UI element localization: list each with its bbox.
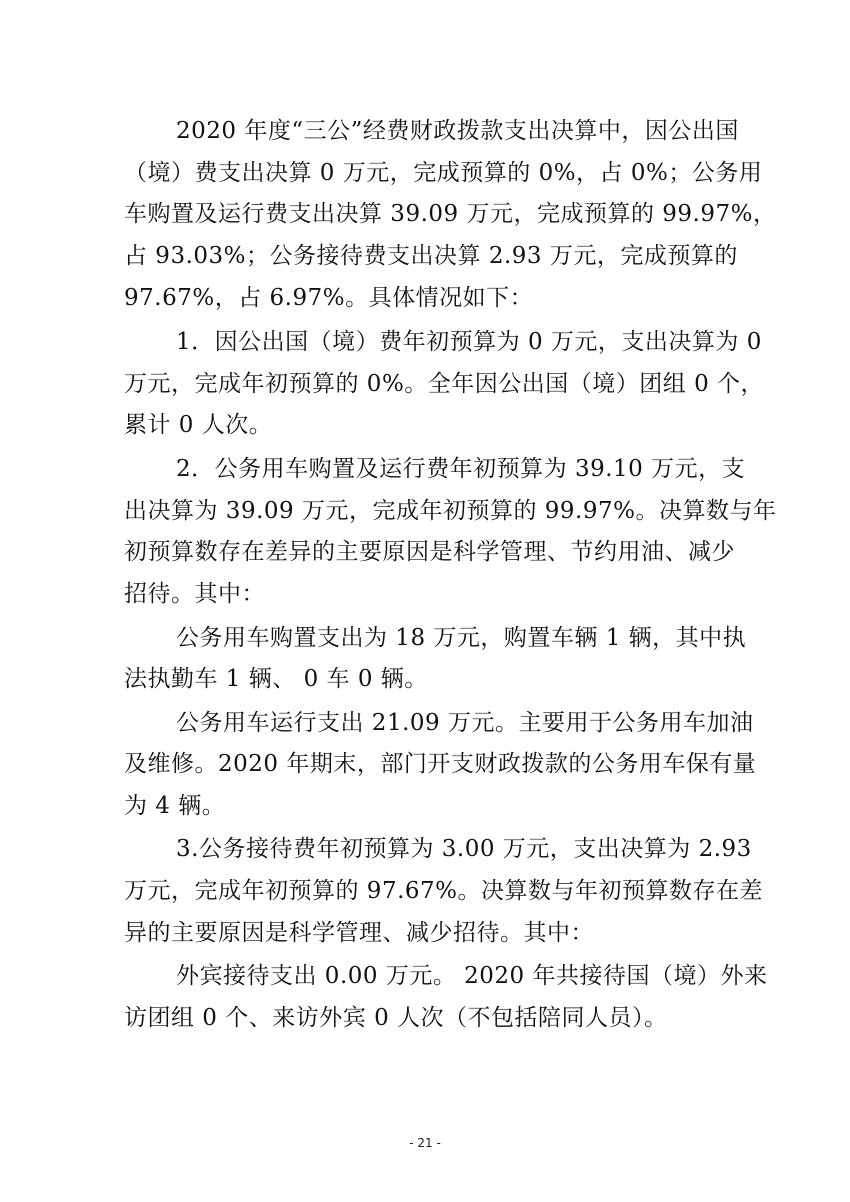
text-line: 法执勤车 1 辆、 0 车 0 辆。: [124, 666, 428, 692]
text-line: 招待。其中：: [124, 581, 265, 607]
page-number: - 21 -: [409, 1136, 441, 1150]
text-line: 外宾接待支出 0.00 万元。 2020 年共接待国（境）外来: [176, 963, 768, 989]
text-line: 出决算为 39.09 万元，完成年初预算的 99.97%。决算数与年: [124, 498, 777, 524]
text-line: 2020 年度“三公”经费财政拨款支出决算中，因公出国: [176, 118, 739, 144]
text-line: 占 93.03%；公务接待费支出决算 2.93 万元，完成预算的: [124, 243, 738, 269]
text-line: 及维修。2020 年期末，部门开支财政拨款的公务用车保有量: [124, 751, 757, 777]
text-line: 公务用车购置支出为 18 万元，购置车辆 1 辆，其中执: [176, 625, 747, 651]
text-line: 2．公务用车购置及运行费年初预算为 39.10 万元，支: [176, 456, 746, 482]
text-line: 访团组 0 个、来访外宾 0 人次（不包括陪同人员）。: [124, 1005, 668, 1031]
text-line: 万元，完成年初预算的 0%。全年因公出国（境）团组 0 个，: [124, 371, 765, 397]
text-line: 为 4 辆。: [124, 793, 226, 819]
text-line: 97.67%，占 6.97%。具体情况如下：: [124, 285, 534, 311]
text-line: （境）费支出决算 0 万元，完成预算的 0%，占 0%；公务用: [124, 160, 763, 186]
text-line: 初预算数存在差异的主要原因是科学管理、节约用油、减少: [124, 539, 735, 565]
text-line: 万元，完成年初预算的 97.67%。决算数与年初预算数存在差: [124, 878, 764, 904]
text-line: 异的主要原因是科学管理、减少招待。其中：: [124, 920, 594, 946]
text-line: 累计 0 人次。: [124, 412, 273, 438]
text-line: 3.公务接待费年初预算为 3.00 万元，支出决算为 2.93: [176, 836, 752, 862]
text-line: 1．因公出国（境）费年初预算为 0 万元，支出决算为 0: [176, 329, 762, 355]
text-line: 公务用车运行支出 21.09 万元。主要用于公务用车加油: [176, 710, 754, 736]
text-line: 车购置及运行费支出决算 39.09 万元，完成预算的 99.97%，: [124, 201, 777, 227]
